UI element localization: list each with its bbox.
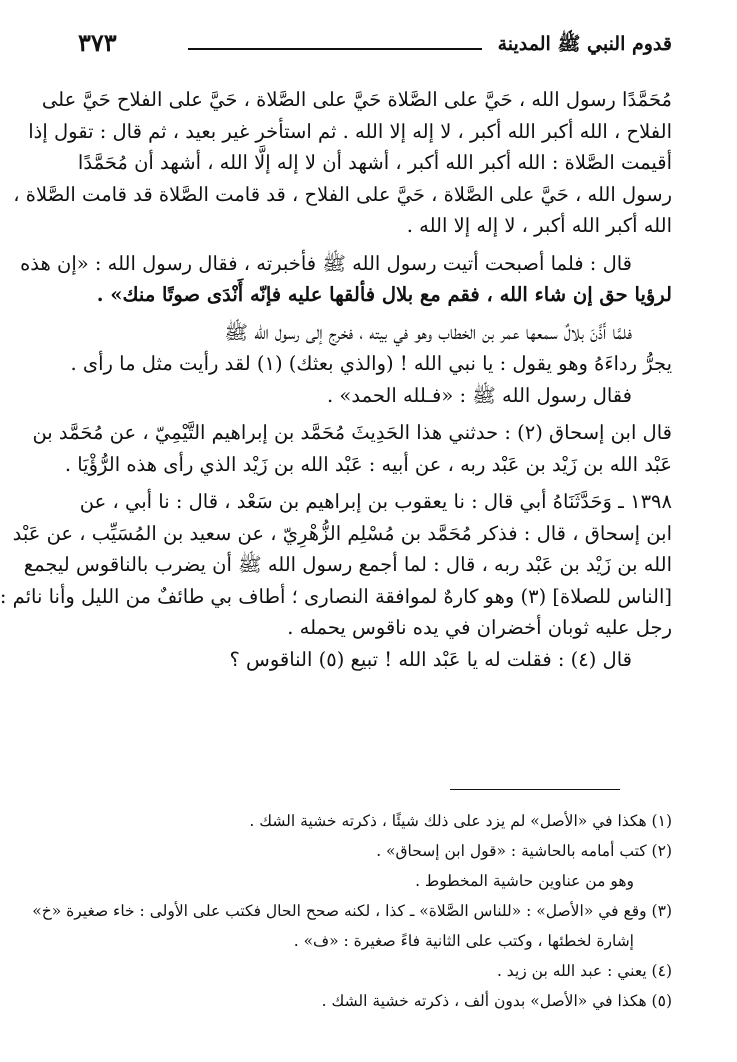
text-line: أقيمت الصَّلاة : الله أكبر الله أكبر ، أشهد أن لا إله إلَّا الله ، أشهد أن مُحَمَّدًا (77, 151, 672, 174)
hadith-quote-line: لرؤيا حق إن شاء الله ، فقم مع بلال فألقها عليه فإنّه أَنْدَى صوتًا منك» . (96, 283, 672, 306)
text-line: الفلاح ، الله أكبر الله أكبر ، لا إله إلا الله . ثم استأخر غير بعيد ، ثم قال : تقول إذا (28, 119, 672, 143)
footnote: (٤) يعني : عبد الله بن زيد . (496, 962, 672, 980)
text-line: رجل عليه ثوبان أخضران في يده ناقوس يحمله . (287, 616, 672, 639)
text-line: رسول الله ، حَيَّ على الصَّلاة ، حَيَّ على الفلاح ، قد قامت الصَّلاة قد قامت الصَّلاة ، (13, 182, 672, 206)
text-line: الله بن زَيْد بن عَبْد ربه ، قال : لما أجمع رسول الله ﷺ أن يضرب بالناقوس ليجمع (23, 553, 672, 576)
text-line: الله أكبر الله أكبر ، لا إله إلا الله . (406, 214, 672, 237)
footnote: (٣) وقع في «الأصل» : «للناس الصَّلاة» ـ كذا ، لكنه صحح الحال فكتب على الأولى : خاء صغيرة «خ» (32, 902, 672, 920)
text-line: فلمَّا أَذَّنَ بلالٌ سمعها عمر بن الخطاب وهو في بيته ، فخرج إلى رسول الله ﷺ (224, 320, 632, 344)
footnote: (١) هكذا في «الأصل» لم يزد على ذلك شيئًا ، ذكرته خشية الشك . (249, 812, 672, 830)
footnote-continuation: وهو من عناوين حاشية المخطوط . (415, 872, 634, 890)
page-header (78, 28, 672, 64)
footnote-separator (450, 789, 620, 790)
text-line: يجرُّ رداءَهُ وهو يقول : يا نبي الله ! (والذي بعثك) (١) لقد رأيت مثل ما رأى . (70, 352, 672, 375)
text-line: فقال رسول الله ﷺ : «فـلله الحمد» . (327, 383, 632, 407)
footnote: (٢) كتب أمامه بالحاشية : «قول ابن إسحاق» . (376, 842, 672, 860)
main-text (0, 84, 672, 675)
footnotes (32, 806, 672, 1016)
text-line: قال ابن إسحاق (٢) : حدثني هذا الحَدِيثَ مُحَمَّد بن إبراهيم التَّيْمِيّ ، عن مُحَمَّد بن (32, 421, 672, 444)
running-title: قدوم النبي ﷺ المدينة (497, 33, 672, 55)
text-line: عَبْد الله بن زَيْد بن عَبْد ربه ، عن أبيه : عَبْد الله بن زَيْد الذي رأى هذه الرُّؤْيَا . (64, 452, 672, 476)
text-line: [الناس للصلاة] (٣) وهو كارهٌ لموافقة النصارى ؛ أطاف بي طائفٌ من الليل وأنا نائم : (0, 584, 672, 608)
header-rule (188, 48, 482, 50)
text-line: قال : فلما أصبحت أتيت رسول الله ﷺ فأخبرته ، فقال رسول الله : «إن هذه (20, 251, 632, 275)
hadith-number-line: ١٣٩٨ ـ وَحَدَّثَنَاهُ أبي قال : نا يعقوب بن إبراهيم بن سَعْد ، قال : نا أبي ، عن (79, 490, 672, 513)
page-number: ٣٧٣ (78, 28, 117, 57)
text-line: مُحَمَّدًا رسول الله ، حَيَّ على الصَّلاة حَيَّ على الصَّلاة ، حَيَّ على الفلاح حَيَّ على (41, 88, 672, 111)
text-line: قال (٤) : فقلت له يا عَبْد الله ! تبيع (٥) الناقوس ؟ (229, 647, 632, 671)
text-line: ابن إسحاق ، قال : فذكر مُحَمَّد بن مُسْلِم الزُّهْرِيّ ، عن سعيد بن المُسَيِّب ، عن عَبْد (12, 521, 672, 545)
footnote: (٥) هكذا في «الأصل» بدون ألف ، ذكرته خشية الشك . (321, 992, 672, 1010)
footnote-continuation: إشارة لخطئها ، وكتب على الثانية فاءً صغيرة : «ف» . (293, 932, 634, 950)
